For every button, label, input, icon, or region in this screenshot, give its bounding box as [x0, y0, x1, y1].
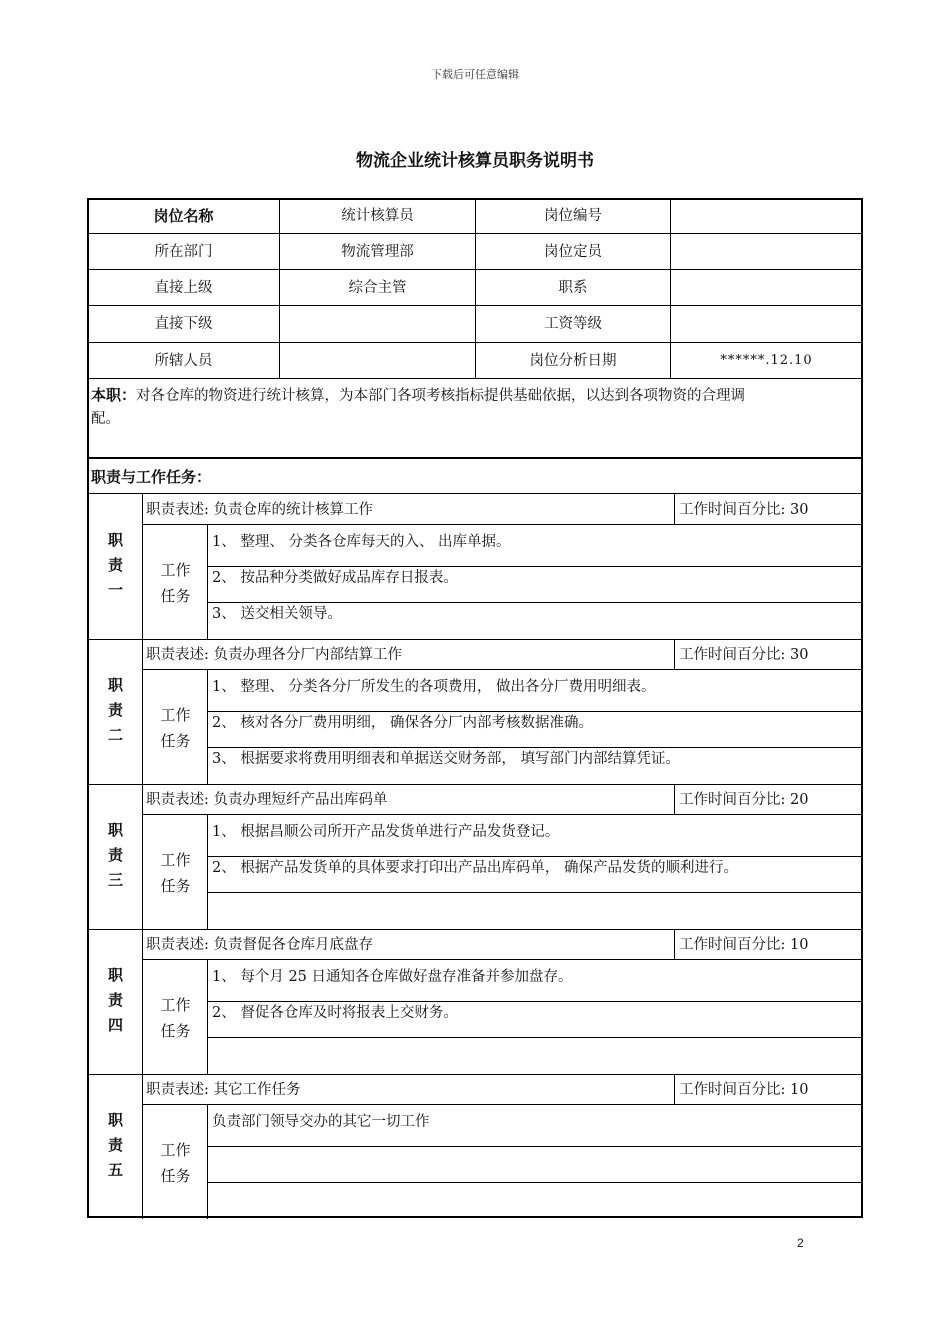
work-task-label-text: 工作	[160, 1141, 191, 1159]
task-divider	[208, 1146, 862, 1147]
duty-label-char: 职	[107, 821, 123, 839]
work-task-label	[143, 557, 208, 609]
work-task-label-text: 任务	[160, 877, 191, 895]
duty-description: 职责表述: 负责仓库的统计核算工作	[146, 502, 373, 518]
duty-summary-text-line2: 配。	[91, 411, 120, 427]
work-task-label-text: 任务	[160, 587, 191, 605]
work-task-label-text: 工作	[160, 706, 191, 724]
duty-summary-text-line1: 对各仓库的物资进行统计核算，为本部门各项考核指标提供基础依据，以达到各项物资的合理调	[136, 388, 746, 404]
task-item: 1、 根据昌顺公司所开产品发货单进行产品发货登记。	[212, 824, 560, 840]
duty-label-char: 职	[107, 966, 123, 984]
label-job-series: 职系	[558, 280, 588, 296]
duty-label-1	[88, 528, 143, 603]
task-divider	[208, 747, 862, 748]
duty-label-char: 责	[107, 991, 123, 1009]
duty-description: 职责表述: 负责督促各仓库月底盘存	[146, 937, 373, 953]
task-divider	[208, 1037, 862, 1038]
percent-divider	[674, 494, 675, 524]
duty-block-divider	[88, 929, 862, 930]
section-title: 职责与工作任务：	[91, 468, 212, 486]
label-staff-under: 所辖人员	[154, 353, 213, 369]
duty-time-percent: 工作时间百分比: 10	[679, 937, 809, 953]
duty-label-char: 二	[107, 726, 123, 744]
duty-label-char: 责	[107, 556, 123, 574]
desc-divider	[143, 524, 862, 525]
task-divider	[208, 711, 862, 712]
work-task-label-text: 工作	[160, 561, 191, 579]
task-item: 1、 整理、 分类各分厂所发生的各项费用， 做出各分厂费用明细表。	[212, 679, 656, 695]
desc-divider	[143, 669, 862, 670]
task-item: 2、 核对各分厂费用明细， 确保各分厂内部考核数据准确。	[212, 715, 593, 731]
duty-block-divider	[88, 1074, 862, 1075]
task-divider	[208, 1001, 862, 1002]
label-position-name: 岗位名称	[153, 207, 214, 225]
work-task-label-text: 任务	[160, 1167, 191, 1185]
duty-summary-label: 本职：	[91, 386, 137, 404]
task-item: 1、 整理、 分类各仓库每天的入、 出库单据。	[212, 534, 511, 550]
duty-block-divider	[88, 784, 862, 785]
desc-divider	[143, 1104, 862, 1105]
task-item: 负责部门领导交办的其它一切工作	[212, 1114, 430, 1130]
duty-label-char: 四	[107, 1016, 123, 1034]
duty-time-percent: 工作时间百分比: 10	[679, 1082, 809, 1098]
duty-description: 职责表述: 负责办理短纤产品出库码单	[146, 792, 388, 808]
duty-label-char: 三	[107, 871, 123, 889]
label-salary-grade: 工资等级	[544, 316, 602, 332]
duty-label-char: 责	[107, 846, 123, 864]
desc-divider	[143, 959, 862, 960]
task-item: 3、 送交相关领导。	[212, 606, 342, 622]
task-divider	[208, 856, 862, 857]
work-task-label-text: 工作	[160, 851, 191, 869]
label-department: 所在部门	[154, 244, 213, 260]
label-headcount: 岗位定员	[544, 244, 602, 260]
percent-divider	[674, 784, 675, 814]
percent-divider	[674, 929, 675, 959]
header-note: 下载后可任意编辑	[431, 68, 519, 81]
duty-label-char: 职	[107, 531, 123, 549]
value-position-name: 统计核算员	[341, 208, 414, 224]
label-analysis-date: 岗位分析日期	[529, 353, 617, 369]
duty-block-divider	[88, 639, 862, 640]
duty-label-char: 一	[107, 581, 123, 599]
section-divider	[88, 457, 862, 459]
duty-label-char: 五	[107, 1161, 123, 1179]
task-item: 2、 根据产品发货单的具体要求打印出产品出库码单， 确保产品发货的顺利进行。	[212, 860, 738, 876]
task-item: 1、 每个月 25 日通知各仓库做好盘存准备并参加盘存。	[212, 969, 573, 985]
percent-divider	[674, 1074, 675, 1104]
task-divider	[208, 602, 862, 603]
duty-label-char: 责	[107, 701, 123, 719]
work-task-label	[143, 1137, 208, 1189]
work-task-label-text: 工作	[160, 996, 191, 1014]
task-item: 2、 按品种分类做好成品库存日报表。	[212, 570, 458, 586]
value-analysis-date: ******.12.10	[720, 353, 813, 368]
task-divider	[208, 1182, 862, 1183]
desc-divider	[143, 814, 862, 815]
page-number: 2	[797, 1236, 804, 1250]
duty-time-percent: 工作时间百分比: 20	[679, 792, 809, 808]
duty-time-percent: 工作时间百分比: 30	[679, 647, 809, 663]
duty-description: 职责表述: 其它工作任务	[146, 1082, 301, 1098]
duty-description: 职责表述: 负责办理各分厂内部结算工作	[146, 647, 402, 663]
work-task-label-text: 任务	[160, 732, 191, 750]
duty-summary	[91, 385, 859, 406]
task-item: 2、 督促各仓库及时将报表上交财务。	[212, 1005, 458, 1021]
work-task-label	[143, 847, 208, 899]
section-divider	[88, 493, 862, 494]
duty-time-percent: 工作时间百分比: 30	[679, 502, 809, 518]
percent-divider	[674, 639, 675, 669]
document-title: 物流企业统计核算员职务说明书	[356, 151, 594, 171]
duty-label-4	[88, 963, 143, 1038]
value-department: 物流管理部	[341, 244, 414, 260]
task-item: 3、 根据要求将费用明细表和单据送交财务部， 填写部门内部结算凭证。	[212, 751, 680, 767]
duty-label-5	[88, 1108, 143, 1183]
label-position-code: 岗位编号	[544, 208, 602, 224]
label-direct-superior: 直接上级	[154, 280, 213, 296]
task-divider	[208, 566, 862, 567]
task-divider	[208, 892, 862, 893]
duty-label-3	[88, 818, 143, 893]
value-direct-superior: 综合主管	[348, 280, 407, 296]
work-task-label	[143, 992, 208, 1044]
duty-label-char: 责	[107, 1136, 123, 1154]
duty-label-2	[88, 673, 143, 748]
duty-label-char: 职	[107, 676, 123, 694]
work-task-label-text: 任务	[160, 1022, 191, 1040]
row-divider	[88, 378, 862, 379]
label-direct-subordinate: 直接下级	[154, 316, 213, 332]
duty-label-char: 职	[107, 1111, 123, 1129]
work-task-label	[143, 702, 208, 754]
